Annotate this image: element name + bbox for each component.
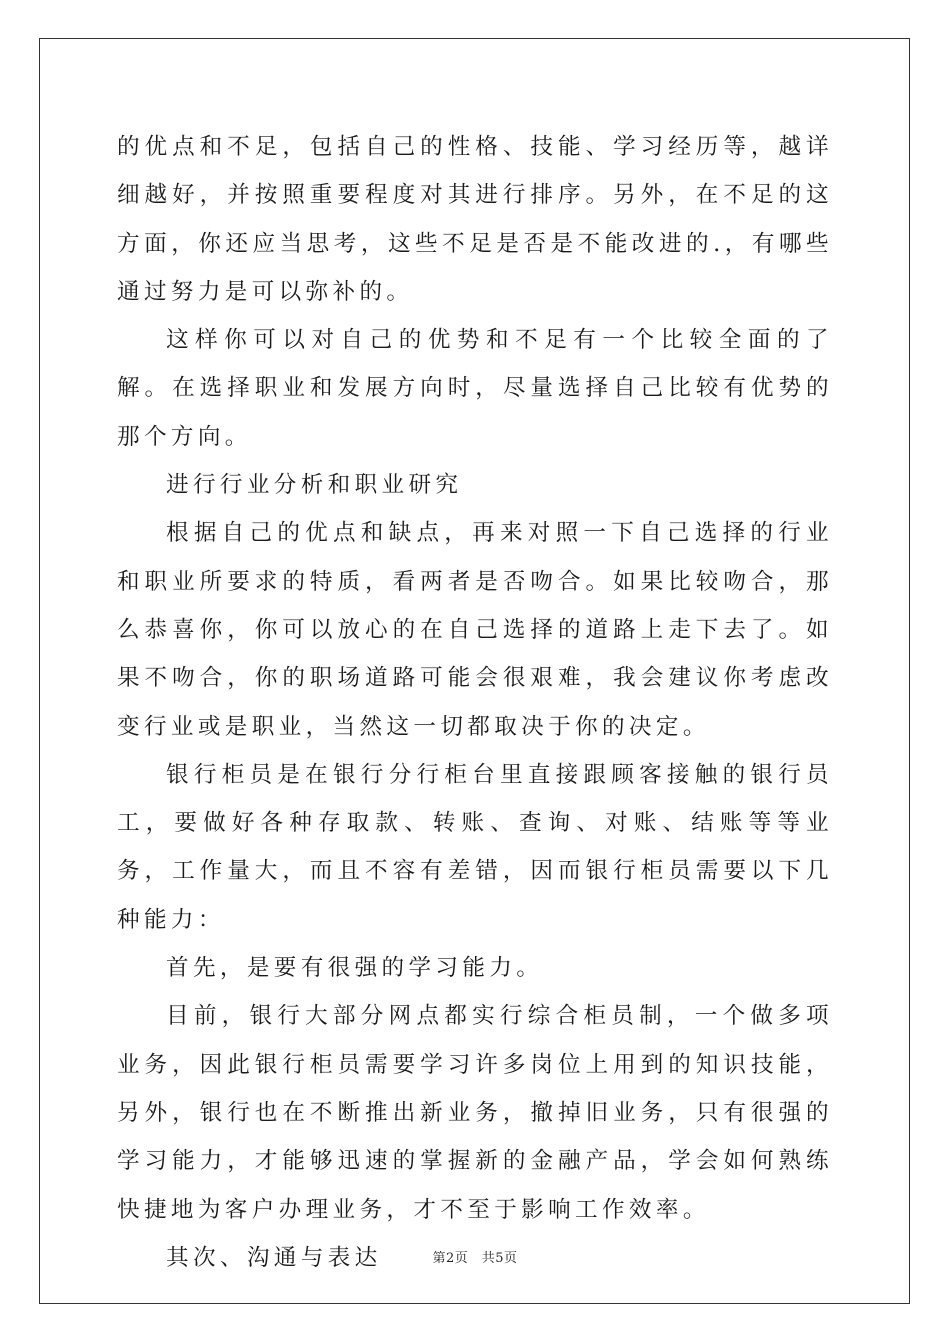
- section-heading: 其次、沟通与表达: [166, 1244, 382, 1271]
- paragraph: 目前，银行大部分网点都实行综合柜员制，一个做多项业务，因此银行柜员需要学习许多岗位上用到的知识技能，另外，银行也在不断推出新业务，撤掉旧业务，只有很强的学习能力，才能够迅速的掌握新的金融产品，学会如何熟练快捷地为客户办理业务，才不至于影响工作效率。: [117, 1003, 833, 1223]
- paragraph: 这样你可以对自己的优势和不足有一个比较全面的了解。在选择职业和发展方向时，尽量选择自己比较有优势的那个方向。: [117, 327, 833, 450]
- paragraph: 的优点和不足，包括自己的性格、技能、学习经历等，越详细越好，并按照重要程度对其进行排序。另外，在不足的这方面，你还应当思考，这些不足是否是不能改进的.，有哪些通过努力是可以弥补的。: [117, 134, 833, 305]
- paragraph: 银行柜员是在银行分行柜台里直接跟顾客接触的银行员工，要做好各种存取款、转账、查询、对账、结账等等业务，工作量大，而且不容有差错，因而银行柜员需要以下几种能力：: [117, 761, 833, 933]
- paragraph: 根据自己的优点和缺点，再来对照一下自己选择的行业和职业所要求的特质，看两者是否吻合。如果比较吻合，那么恭喜你，你可以放心的在自己选择的道路上走下去了。如果不吻合，你的职场道路可能会很艰难，我会建议你考虑改变行业或是职业，当然这一切都取决于你的决定。: [117, 520, 833, 740]
- page-number-footer: 第2页 共5页: [432, 1251, 518, 1266]
- paragraph: 首先，是要有很强的学习能力。: [166, 955, 544, 982]
- document-body: [117, 123, 833, 1282]
- section-heading: 进行行业分析和职业研究: [166, 472, 463, 499]
